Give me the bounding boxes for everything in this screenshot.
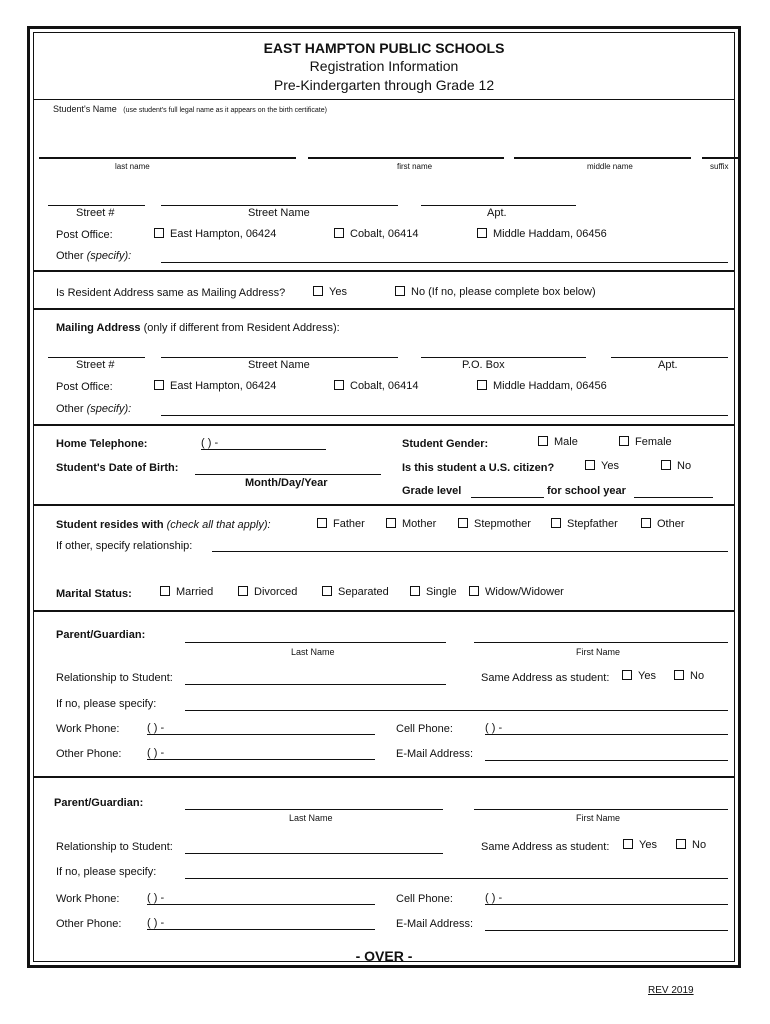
checkbox[interactable]	[322, 586, 332, 596]
home-phone-label: Home Telephone:	[56, 438, 148, 450]
resides-with-label: Student resides with (check all that apply):	[56, 519, 271, 531]
divider	[34, 99, 734, 100]
last-name-caption: last name	[115, 162, 150, 171]
other-po-field[interactable]	[161, 262, 728, 263]
guardian1-work-phone-field[interactable]: ( ) -	[147, 722, 375, 735]
checkbox[interactable]	[317, 518, 327, 528]
guardian2-work-phone-field[interactable]: ( ) -	[147, 892, 375, 905]
street-name-caption: Street Name	[248, 207, 310, 219]
resides-stepmother-option[interactable]: Stepmother	[458, 518, 531, 530]
divider	[34, 424, 734, 426]
dob-label: Student's Date of Birth:	[56, 462, 179, 474]
mail-po-middle-haddam-option[interactable]: Middle Haddam, 06456	[477, 380, 607, 392]
middle-name-field[interactable]	[514, 157, 691, 159]
checkbox[interactable]	[477, 228, 487, 238]
guardian1-first-caption: First Name	[576, 647, 621, 657]
guardian2-label: Parent/Guardian:	[54, 797, 144, 809]
checkbox[interactable]	[313, 286, 323, 296]
guardian1-email-field[interactable]	[485, 760, 728, 761]
checkbox[interactable]	[477, 380, 487, 390]
guardian1-other-phone-field[interactable]: ( ) -	[147, 747, 375, 760]
marital-married-option[interactable]: Married	[160, 586, 213, 598]
mail-street-name-field[interactable]	[161, 357, 398, 358]
post-office-label: Post Office:	[56, 229, 113, 241]
marital-single-option[interactable]: Single	[410, 586, 457, 598]
middle-name-caption: middle name	[587, 162, 633, 171]
guardian1-work-phone-label: Work Phone:	[56, 723, 120, 735]
po-middle-haddam-option[interactable]: Middle Haddam, 06456	[477, 228, 607, 240]
mail-po-cobalt-option[interactable]: Cobalt, 06414	[334, 380, 419, 392]
mail-apt-field[interactable]	[611, 357, 728, 358]
po-box-field[interactable]	[421, 357, 586, 358]
citizen-yes-option[interactable]: Yes	[585, 460, 619, 472]
checkbox[interactable]	[676, 839, 686, 849]
mail-po-east-hampton-option[interactable]: East Hampton, 06424	[154, 380, 276, 392]
citizen-no-option[interactable]: No	[661, 460, 691, 472]
other-po-label: Other (specify):	[56, 250, 132, 262]
guardian2-first-caption: First Name	[576, 813, 621, 823]
guardian2-first-name-field[interactable]	[474, 809, 728, 810]
suffix-field[interactable]	[702, 157, 740, 159]
mail-apt-caption: Apt.	[658, 359, 678, 371]
resides-other-option[interactable]: Other	[641, 518, 685, 530]
checkbox[interactable]	[551, 518, 561, 528]
checkbox[interactable]	[622, 670, 632, 680]
guardian2-last-caption: Last Name	[289, 813, 333, 823]
divider	[34, 610, 734, 612]
guardian1-relationship-label: Relationship to Student:	[56, 672, 173, 684]
guardian2-email-label: E-Mail Address:	[396, 918, 474, 930]
checkbox[interactable]	[469, 586, 479, 596]
first-name-caption: first name	[397, 162, 433, 171]
marital-divorced-option[interactable]: Divorced	[238, 586, 297, 598]
guardian2-same-yes[interactable]: Yes	[623, 839, 657, 851]
citizen-question: Is this student a U.S. citizen?	[402, 462, 555, 474]
grades-subtitle: Pre-Kindergarten through Grade 12	[273, 77, 495, 93]
guardian2-relationship-label: Relationship to Student:	[56, 841, 173, 853]
guardian2-same-no[interactable]: No	[676, 839, 706, 851]
marital-status-label: Marital Status:	[56, 588, 132, 600]
guardian2-email-field[interactable]	[485, 930, 728, 931]
gender-female-option[interactable]: Female	[619, 436, 672, 448]
divider	[34, 270, 734, 272]
mail-other-po-label: Other (specify):	[56, 403, 132, 415]
guardian1-same-yes[interactable]: Yes	[622, 670, 656, 682]
street-number-caption: Street #	[76, 207, 115, 219]
grade-level-label: Grade level	[402, 485, 462, 497]
resides-father-option[interactable]: Father	[317, 518, 365, 530]
same-address-no[interactable]: No (If no, please complete box below)	[395, 286, 596, 298]
divider	[34, 776, 734, 778]
divider	[34, 504, 734, 506]
guardian2-other-phone-label: Other Phone:	[56, 918, 122, 930]
guardian2-address-field[interactable]	[185, 878, 728, 879]
over-indicator: - OVER -	[355, 948, 413, 964]
guardian1-cell-phone-field[interactable]: ( ) -	[485, 722, 728, 735]
street-number-field[interactable]	[48, 205, 145, 206]
checkbox[interactable]	[641, 518, 651, 528]
guardian1-label: Parent/Guardian:	[56, 629, 146, 641]
guardian1-address-field[interactable]	[185, 710, 728, 711]
first-name-field[interactable]	[308, 157, 504, 159]
guardian1-email-label: E-Mail Address:	[396, 748, 474, 760]
school-title: EAST HAMPTON PUBLIC SCHOOLS	[263, 40, 505, 56]
guardian1-first-name-field[interactable]	[474, 642, 728, 643]
if-other-relationship-label: If other, specify relationship:	[56, 540, 193, 552]
checkbox[interactable]	[160, 586, 170, 596]
same-address-yes[interactable]: Yes	[313, 286, 347, 298]
checkbox[interactable]	[623, 839, 633, 849]
apt-field[interactable]	[421, 205, 576, 206]
marital-separated-option[interactable]: Separated	[322, 586, 389, 598]
guardian1-last-name-field[interactable]	[185, 642, 446, 643]
mailing-address-heading: Mailing Address (only if different from Resident Address):	[56, 322, 340, 334]
resides-stepfather-option[interactable]: Stepfather	[551, 518, 618, 530]
guardian1-if-no-label: If no, please specify:	[56, 698, 157, 710]
guardian2-cell-phone-field[interactable]: ( ) -	[485, 892, 728, 905]
guardian1-same-address-label: Same Address as student:	[481, 672, 610, 684]
grade-level-field[interactable]	[471, 497, 544, 498]
apt-caption: Apt.	[487, 207, 507, 219]
checkbox[interactable]	[395, 286, 405, 296]
form-inner	[33, 32, 735, 962]
last-name-field[interactable]	[39, 157, 296, 159]
mail-street-name-caption: Street Name	[248, 359, 310, 371]
student-name-label: Student's Name (use student's full legal name as it appears on the birth certificate)	[53, 104, 327, 114]
mail-street-number-caption: Street #	[76, 359, 115, 371]
guardian2-last-name-field[interactable]	[185, 809, 443, 810]
checkbox[interactable]	[154, 228, 164, 238]
checkbox[interactable]	[334, 228, 344, 238]
school-year-field[interactable]	[634, 497, 713, 498]
guardian1-cell-phone-label: Cell Phone:	[396, 723, 453, 735]
checkbox[interactable]	[386, 518, 396, 528]
checkbox[interactable]	[154, 380, 164, 390]
resides-mother-option[interactable]: Mother	[386, 518, 436, 530]
checkbox[interactable]	[619, 436, 629, 446]
guardian2-same-address-label: Same Address as student:	[481, 841, 610, 853]
checkbox[interactable]	[538, 436, 548, 446]
checkbox[interactable]	[238, 586, 248, 596]
dob-field[interactable]	[195, 474, 381, 475]
same-address-question: Is Resident Address same as Mailing Address?	[56, 287, 286, 299]
checkbox[interactable]	[334, 380, 344, 390]
po-box-caption: P.O. Box	[462, 359, 505, 371]
divider	[34, 308, 734, 310]
school-year-label: for school year	[547, 485, 626, 497]
dob-format-caption: Month/Day/Year	[245, 477, 328, 489]
revision-label: REV 2019	[648, 985, 694, 996]
checkbox[interactable]	[410, 586, 420, 596]
marital-widow-option[interactable]: Widow/Widower	[469, 586, 564, 598]
guardian1-relationship-field[interactable]	[185, 684, 446, 685]
guardian2-other-phone-field[interactable]: ( ) -	[147, 917, 375, 930]
home-phone-field[interactable]: ( ) -	[201, 437, 326, 450]
guardian1-other-phone-label: Other Phone:	[56, 748, 122, 760]
form-subtitle: Registration Information	[309, 58, 459, 74]
street-name-field[interactable]	[161, 205, 398, 206]
mail-post-office-label: Post Office:	[56, 381, 113, 393]
checkbox[interactable]	[585, 460, 595, 470]
checkbox[interactable]	[674, 670, 684, 680]
gender-label: Student Gender:	[402, 438, 489, 450]
po-cobalt-option[interactable]: Cobalt, 06414	[334, 228, 419, 240]
mail-other-po-field[interactable]	[161, 415, 728, 416]
po-east-hampton-option[interactable]: East Hampton, 06424	[154, 228, 276, 240]
guardian2-if-no-label: If no, please specify:	[56, 866, 157, 878]
guardian2-cell-phone-label: Cell Phone:	[396, 893, 453, 905]
other-relationship-field[interactable]	[212, 551, 728, 552]
suffix-caption: suffix	[710, 162, 729, 171]
checkbox[interactable]	[458, 518, 468, 528]
form-frame	[27, 26, 741, 968]
checkbox[interactable]	[661, 460, 671, 470]
gender-male-option[interactable]: Male	[538, 436, 578, 448]
guardian2-relationship-field[interactable]	[185, 853, 443, 854]
guardian1-last-caption: Last Name	[291, 647, 335, 657]
guardian2-work-phone-label: Work Phone:	[56, 893, 120, 905]
guardian1-same-no[interactable]: No	[674, 670, 704, 682]
mail-street-number-field[interactable]	[48, 357, 145, 358]
